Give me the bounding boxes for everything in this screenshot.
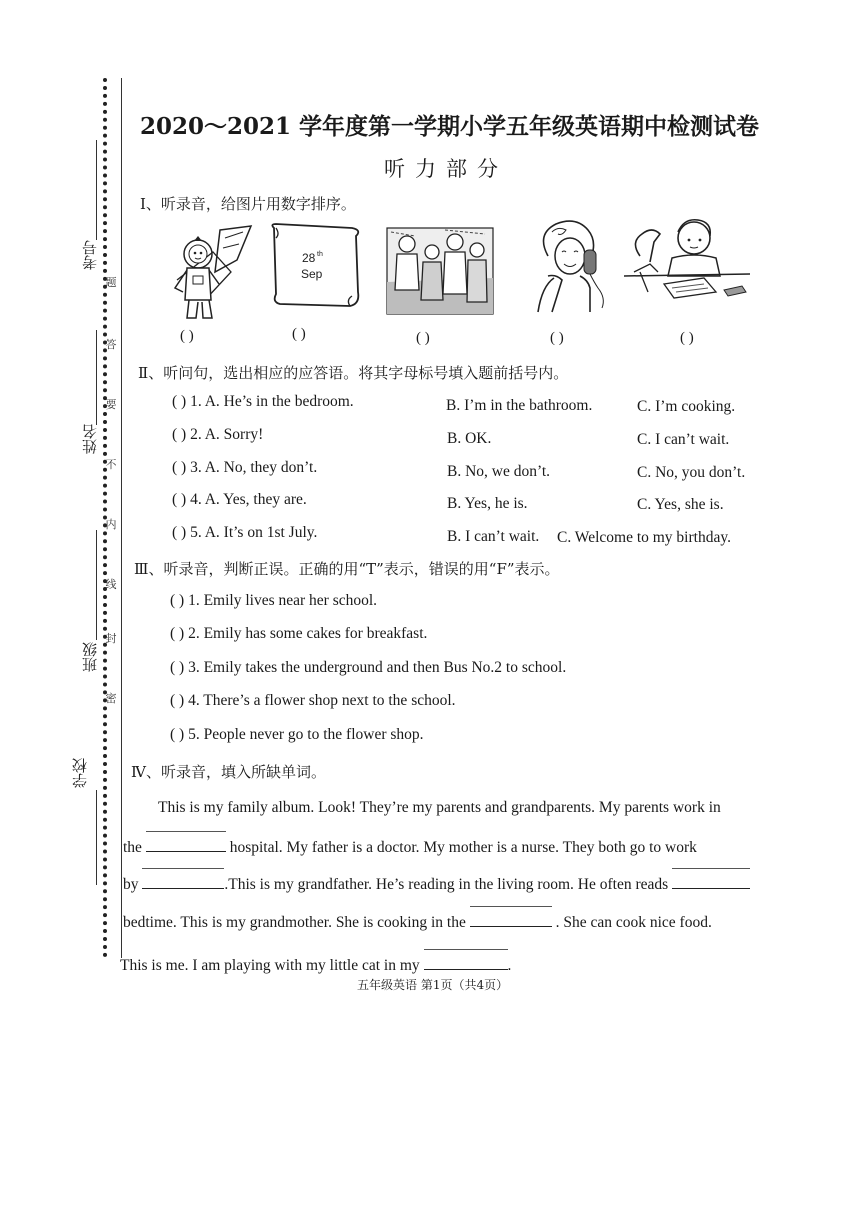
calendar-icon [266, 222, 366, 310]
tf-item: ( ) 2. Emily has some cakes for breakfast. [170, 625, 428, 642]
question-stem: ( ) 4. A. Yes, they are. [172, 491, 307, 508]
answer-paren[interactable]: ( ) [292, 326, 306, 342]
answer-paren[interactable]: ( ) [680, 330, 694, 346]
question-stem: ( ) 5. A. It’s on 1st July. [172, 524, 318, 541]
seal-char: 封 [105, 632, 117, 645]
passage-line [123, 912, 773, 932]
passage-line [123, 874, 773, 894]
option-c: C. Yes, she is. [637, 496, 724, 513]
studying-boy-icon [624, 212, 754, 304]
tf-item: ( ) 3. Emily takes the underground and then Bus No.2 to school. [170, 659, 567, 676]
option-b: B. Yes, he is. [447, 495, 528, 512]
binding-solid-line [121, 78, 122, 958]
xuexiao-label: 学校 [71, 758, 89, 788]
passage-line [123, 837, 773, 857]
answer-paren[interactable]: ( ) [416, 330, 430, 346]
option-b: B. No, we don’t. [447, 463, 551, 480]
passage-text: bedtime. This is my grandmother. She is cooking in the [123, 914, 466, 931]
question-stem: ( ) 3. A. No, they don’t. [172, 459, 318, 476]
fill-blank[interactable] [424, 955, 508, 970]
section1-heading: Ⅰ、听录音，给图片用数字排序。 [140, 195, 356, 213]
passage-text: This is me. I am playing with my little cat in my [120, 957, 420, 974]
option-b: B. OK. [447, 430, 492, 447]
section4-heading: Ⅳ、听录音，填入所缺单词。 [131, 763, 326, 781]
passage-text: .This is my grandfather. He’s reading in the living room. He often reads [224, 876, 669, 893]
passage-text: . [507, 957, 512, 974]
passage-text: . She can cook nice food. [555, 914, 712, 931]
seal-char: 题 [105, 276, 117, 289]
xuexiao-underline [96, 790, 97, 885]
question-stem: ( ) 2. A. Sorry! [172, 426, 264, 443]
answer-paren[interactable]: ( ) [550, 330, 564, 346]
banji-underline [96, 530, 97, 640]
section2-heading: Ⅱ、听问句，选出相应的应答语。将其字母标号填入题前括号内。 [138, 364, 569, 382]
passage-line [120, 955, 770, 975]
option-c: C. No, you don’t. [637, 464, 746, 481]
exam-subtitle: 听力部分 [384, 157, 508, 181]
seal-char: 线 [105, 578, 117, 591]
seal-char: 答 [105, 338, 117, 351]
xingming-label: 姓名 [81, 424, 99, 454]
passage-text: by [123, 876, 139, 893]
tf-item: ( ) 5. People never go to the flower shop. [170, 726, 424, 743]
option-b: B. I can’t wait. [447, 528, 540, 545]
calendar-month: Sep [301, 267, 323, 281]
seal-char: 要 [105, 398, 117, 411]
fill-blank[interactable] [142, 874, 224, 889]
tf-item: ( ) 1. Emily lives near her school. [170, 592, 378, 609]
option-c: C. Welcome to my birthday. [557, 529, 731, 546]
calendar-suffix: th [317, 251, 323, 258]
question-stem: ( ) 1. A. He’s in the bedroom. [172, 393, 354, 410]
option-c: C. I can’t wait. [637, 431, 730, 448]
kaohao-underline [96, 140, 97, 240]
fill-blank[interactable] [672, 874, 750, 889]
page-footer: 五年级英语 第1页（共4页） [357, 978, 509, 992]
answer-paren[interactable]: ( ) [180, 328, 194, 344]
option-c: C. I’m cooking. [637, 398, 736, 415]
calendar-day: 28 [302, 251, 316, 265]
astronaut-icon [165, 222, 255, 322]
seal-char: 密 [105, 692, 117, 705]
seal-char: 内 [105, 518, 117, 531]
fill-blank[interactable] [146, 837, 226, 852]
passage-line: This is my family album. Look! They’re my parents and grandparents. My parents work in [158, 799, 721, 816]
passage-text: hospital. My father is a doctor. My mother is a nurse. They both go to work [229, 839, 697, 856]
option-b: B. I’m in the bathroom. [446, 397, 593, 414]
phone-call-icon [528, 216, 613, 314]
banji-label: 班级 [81, 642, 99, 672]
exam-title: 2020～2021 学年度第一学期小学五年级英语期中检测试卷 [140, 113, 760, 140]
fill-blank[interactable] [470, 912, 552, 927]
seal-char: 不 [105, 458, 117, 471]
passage-text: the [123, 839, 142, 856]
section3-heading: Ⅲ、听录音，判断正误。正确的用“T”表示，错误的用“F”表示。 [134, 560, 560, 578]
kaohao-label: 考号 [81, 240, 99, 270]
xingming-underline [96, 330, 97, 425]
tf-item: ( ) 4. There’s a flower shop next to the school. [170, 692, 456, 709]
party-icon [385, 222, 495, 317]
